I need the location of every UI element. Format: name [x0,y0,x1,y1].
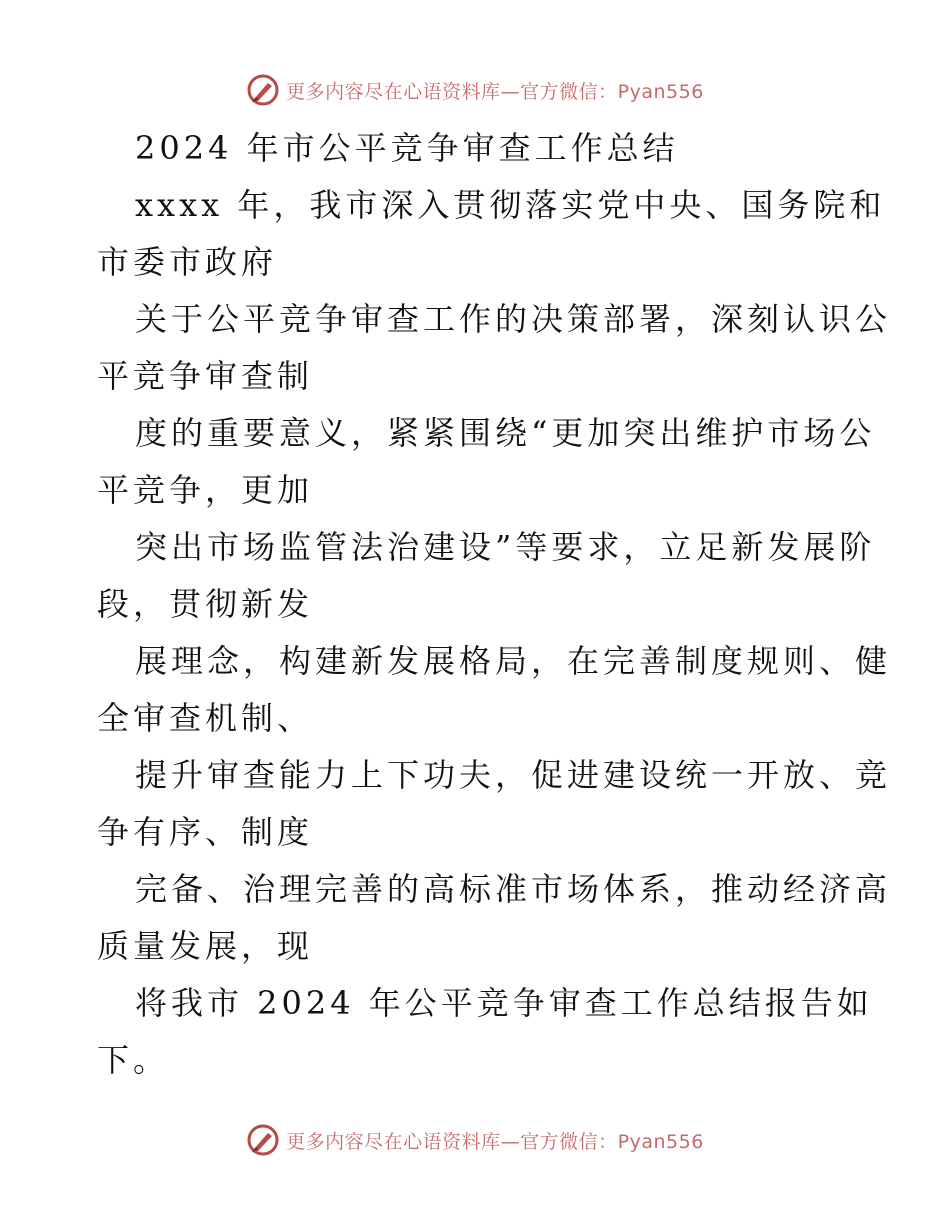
document-title: 2024 年市公平竞争审查工作总结 [135,129,679,167]
text-line-6: 平竞争，更加 [97,471,314,509]
document-body [97,120,892,1089]
text-line-3: 关于公平竞争审查工作的决策部署，深刻认识公 [135,300,892,338]
footer-watermark-text: 更多内容尽在心语资料库—官方微信：Pyan556 [286,1130,704,1153]
text-line-15: 将我市 2024 年公平竞争审查工作总结报告如 [135,984,873,1022]
header-watermark-banner [0,70,950,110]
header-watermark-text: 更多内容尽在心语资料库—官方微信：Pyan556 [286,80,704,103]
pen-logo-icon [246,1123,280,1157]
text-line-4: 平竞争审查制 [97,357,314,395]
pen-logo-icon [246,73,280,107]
text-line-16: 下。 [97,1041,170,1079]
text-line-13: 完备、治理完善的高标准市场体系，推动经济高 [135,870,892,908]
text-line-9: 展理念，构建新发展格局，在完善制度规则、健 [135,642,892,680]
footer-watermark-banner [0,1120,950,1160]
text-line-2: 市委市政府 [97,243,278,281]
text-line-12: 争有序、制度 [97,813,314,851]
text-line-8: 段，贯彻新发 [97,585,314,623]
text-line-10: 全审查机制、 [97,699,314,737]
text-line-1: xxxx 年，我市深入贯彻落实党中央、国务院和 [135,186,886,224]
text-line-7: 突出市场监管法治建设”等要求，立足新发展阶 [135,528,876,566]
text-line-5: 度的重要意义，紧紧围绕“更加突出维护市场公 [135,414,876,452]
text-line-14: 质量发展，现 [97,927,314,965]
text-line-11: 提升审查能力上下功夫，促进建设统一开放、竞 [135,756,892,794]
